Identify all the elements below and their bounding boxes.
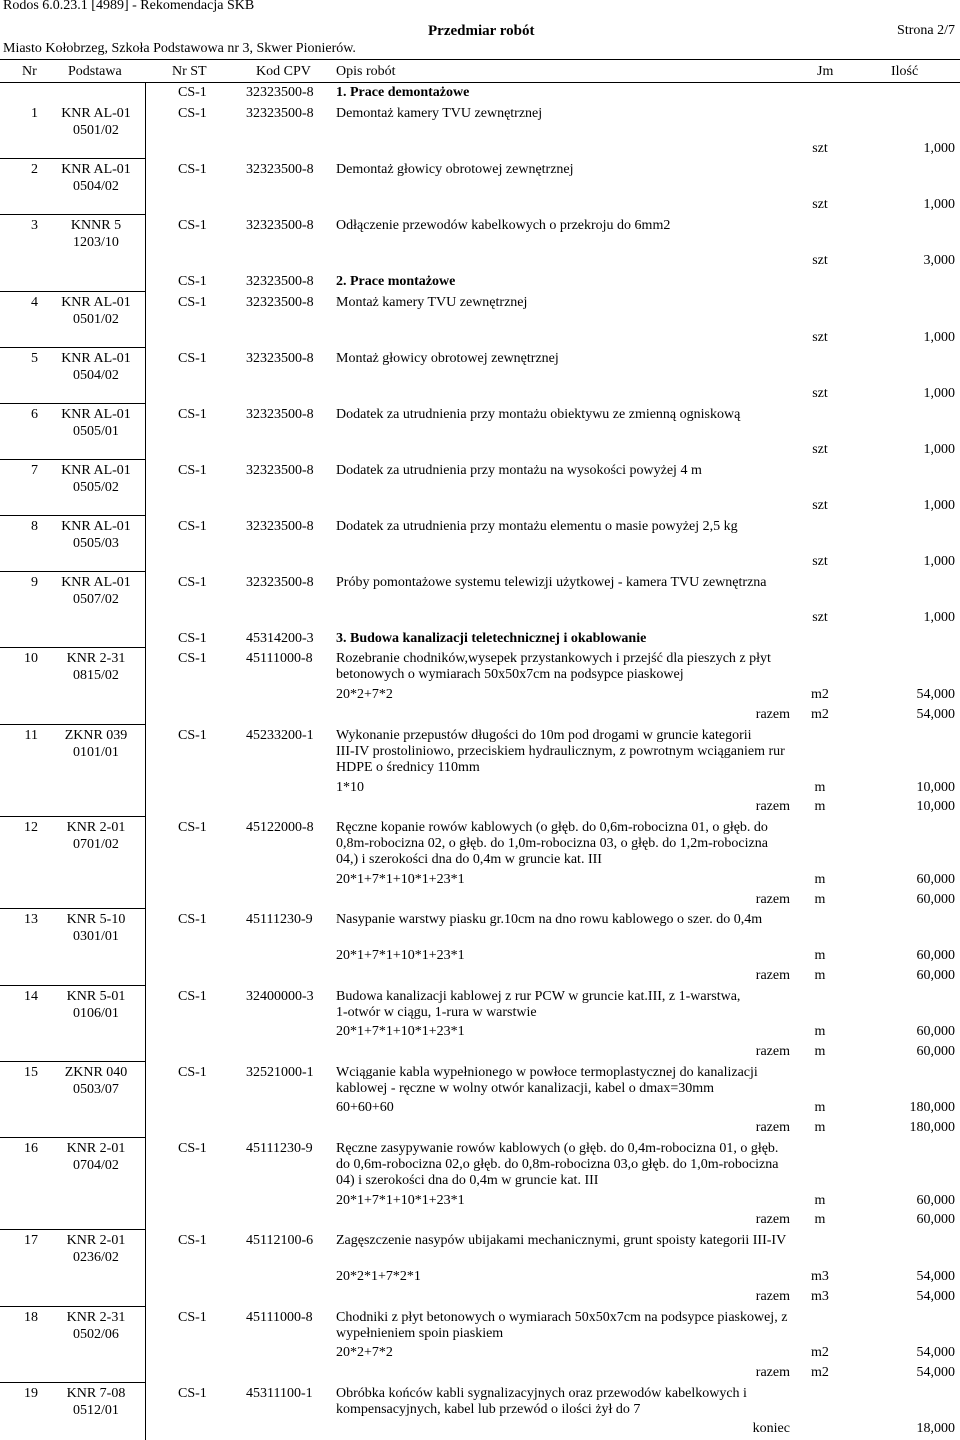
item-total-label: razem bbox=[755, 968, 790, 983]
item-quantity: 10,000 bbox=[916, 799, 955, 814]
item-description: Montaż kamery TVU zewnętrznej bbox=[336, 295, 528, 310]
item-description: III-IV prostoliniowo, przeciskiem hydraulicznym, z powrotnym wciąganiem rur bbox=[336, 744, 785, 759]
item-description: 20*1+7*1+10*1+23*1 bbox=[336, 1024, 465, 1039]
item-unit: szt bbox=[812, 554, 828, 569]
item-unit: m3 bbox=[811, 1269, 829, 1284]
item-description: Nasypanie warstwy piasku gr.10cm na dno rowu kablowego o szer. do 0,4m bbox=[336, 912, 763, 927]
item-quantity: 1,000 bbox=[923, 610, 955, 625]
item-description: do 0,6m-robocizna 02,o głęb. do 0,8m-robocizna 03,o głęb. do 1,0m-robocizna bbox=[336, 1157, 779, 1172]
item-st: CS-1 bbox=[178, 1141, 207, 1156]
item-unit: m2 bbox=[811, 1365, 829, 1380]
item-basis: KNR 5-01 bbox=[66, 989, 126, 1004]
item-description: Demontaż kamery TVU zewnętrznej bbox=[336, 106, 543, 121]
item-cpv: 32323500-8 bbox=[246, 106, 314, 121]
item-description: betonowych o wymiarach 50x50x7cm na podsypce piaskowej bbox=[336, 667, 684, 682]
item-quantity: 54,000 bbox=[916, 1289, 955, 1304]
item-st: CS-1 bbox=[178, 351, 207, 366]
item-unit: m bbox=[814, 1044, 826, 1059]
item-unit: szt bbox=[812, 386, 828, 401]
item-total-label: koniec bbox=[752, 1421, 790, 1436]
item-basis-code: 1203/10 bbox=[73, 235, 119, 250]
item-basis-code: 0504/02 bbox=[73, 368, 119, 383]
item-st: CS-1 bbox=[178, 728, 207, 743]
item-number: 11 bbox=[24, 728, 38, 743]
item-cpv: 45233200-1 bbox=[246, 728, 314, 743]
item-basis-code: 0815/02 bbox=[73, 668, 119, 683]
item-basis-code: 0101/01 bbox=[73, 745, 119, 760]
item-unit: m bbox=[814, 1024, 826, 1039]
item-basis-code: 0301/01 bbox=[73, 929, 119, 944]
item-cpv: 32323500-8 bbox=[246, 274, 314, 289]
program-name: Rodos 6.0.23.1 [4989] - Rekomendacja SKB bbox=[3, 0, 255, 13]
item-number: 6 bbox=[31, 407, 38, 422]
item-unit: m3 bbox=[811, 1289, 829, 1304]
item-number: 3 bbox=[31, 218, 38, 233]
item-description: 04) i szerokości dna do 0,4m w gruncie kat. III bbox=[336, 1173, 599, 1188]
item-description: Ręczne zasypywanie rowów kablowych (o głęb. do 0,4m-robocizna 01, o głęb. bbox=[336, 1141, 779, 1156]
item-unit: szt bbox=[812, 197, 828, 212]
item-description: 20*2+7*2 bbox=[336, 687, 393, 702]
item-separator bbox=[0, 724, 145, 725]
item-unit: m2 bbox=[811, 1345, 829, 1360]
item-description: 20*1+7*1+10*1+23*1 bbox=[336, 1193, 465, 1208]
item-separator bbox=[0, 214, 145, 215]
item-basis-code: 0512/01 bbox=[73, 1403, 119, 1418]
item-cpv: 45111230-9 bbox=[246, 912, 313, 927]
item-basis: KNR AL-01 bbox=[61, 463, 131, 478]
item-cpv: 32323500-8 bbox=[246, 519, 314, 534]
item-basis-code: 0236/02 bbox=[73, 1250, 119, 1265]
location: Miasto Kołobrzeg, Szkoła Podstawowa nr 3, Skwer Pionierów. bbox=[3, 41, 356, 56]
item-separator bbox=[0, 291, 145, 292]
item-description: wypełnieniem spoin piaskiem bbox=[336, 1326, 504, 1341]
item-st: CS-1 bbox=[178, 463, 207, 478]
item-description: 0,8m-robocizna 02, o głęb. do 1,0m-robocizna 03, o głęb. do 1,2m-robocizna bbox=[336, 836, 768, 851]
item-separator bbox=[0, 1306, 145, 1307]
item-separator bbox=[0, 985, 145, 986]
item-basis-code: 0701/02 bbox=[73, 837, 119, 852]
item-number: 7 bbox=[31, 463, 38, 478]
item-total-label: razem bbox=[755, 707, 790, 722]
item-number: 9 bbox=[31, 575, 38, 590]
item-st: CS-1 bbox=[178, 407, 207, 422]
item-description: Budowa kanalizacji kablowej z rur PCW w gruncie kat.III, z 1-warstwa, bbox=[336, 989, 741, 1004]
item-description: Dodatek za utrudnienia przy montażu na wysokości powyżej 4 m bbox=[336, 463, 702, 478]
item-cpv: 32323500-8 bbox=[246, 85, 314, 100]
col-nr: Nr bbox=[22, 64, 37, 79]
item-number: 2 bbox=[31, 162, 38, 177]
item-description: kablowej - ręczne w wolny otwór kanalizacji, kabel o dmax=30mm bbox=[336, 1081, 714, 1096]
item-quantity: 54,000 bbox=[916, 687, 955, 702]
item-cpv: 32323500-8 bbox=[246, 463, 314, 478]
item-cpv: 32400000-3 bbox=[246, 989, 314, 1004]
item-basis: KNR AL-01 bbox=[61, 351, 131, 366]
item-description: Chodniki z płyt betonowych o wymiarach 50x50x7cm na podsypce piaskowej, z bbox=[336, 1310, 788, 1325]
item-st: CS-1 bbox=[178, 651, 207, 666]
header-line-top bbox=[0, 59, 960, 60]
item-unit: m2 bbox=[811, 687, 829, 702]
item-unit: m2 bbox=[811, 707, 829, 722]
item-unit: szt bbox=[812, 330, 828, 345]
item-separator bbox=[0, 816, 145, 817]
item-total-label: razem bbox=[755, 1212, 790, 1227]
item-description: 1. Prace demontażowe bbox=[336, 85, 470, 100]
item-cpv: 45311100-1 bbox=[246, 1386, 313, 1401]
item-basis: KNR AL-01 bbox=[61, 106, 131, 121]
item-unit: m bbox=[814, 799, 826, 814]
item-description: Rozebranie chodników,wysepek przystankowych i przejść dla pieszych z płyt bbox=[336, 651, 771, 666]
item-description: 04,) i szerokości dna do 0,4m w gruncie kat. III bbox=[336, 852, 602, 867]
item-number: 10 bbox=[24, 651, 38, 666]
item-quantity: 1,000 bbox=[923, 442, 955, 457]
item-basis: KNR 2-31 bbox=[66, 651, 126, 666]
item-basis: KNR 2-01 bbox=[66, 820, 126, 835]
item-description: Wykonanie przepustów długości do 10m pod drogami w gruncie kategorii bbox=[336, 728, 752, 743]
item-basis: ZKNR 039 bbox=[64, 728, 128, 743]
item-description: 1*10 bbox=[336, 780, 364, 795]
item-quantity: 60,000 bbox=[916, 872, 955, 887]
item-number: 1 bbox=[31, 106, 38, 121]
item-separator bbox=[0, 908, 145, 909]
item-description: 2. Prace montażowe bbox=[336, 274, 456, 289]
item-description: 60+60+60 bbox=[336, 1100, 394, 1115]
item-unit: m bbox=[814, 1193, 826, 1208]
item-quantity: 60,000 bbox=[916, 1193, 955, 1208]
item-separator bbox=[0, 515, 145, 516]
item-basis-code: 0505/02 bbox=[73, 480, 119, 495]
item-number: 8 bbox=[31, 519, 38, 534]
item-quantity: 60,000 bbox=[916, 968, 955, 983]
item-unit: szt bbox=[812, 253, 828, 268]
item-basis-code: 0502/06 bbox=[73, 1327, 119, 1342]
item-description: 3. Budowa kanalizacji teletechnicznej i okablowanie bbox=[336, 631, 647, 646]
page-title: Przedmiar robót bbox=[428, 23, 535, 39]
item-st: CS-1 bbox=[178, 218, 207, 233]
item-unit: m bbox=[814, 1100, 826, 1115]
item-number: 5 bbox=[31, 351, 38, 366]
item-basis-code: 0505/03 bbox=[73, 536, 119, 551]
item-quantity: 60,000 bbox=[916, 1044, 955, 1059]
item-cpv: 32323500-8 bbox=[246, 218, 314, 233]
header-line-bottom bbox=[0, 82, 960, 83]
item-basis: KNR AL-01 bbox=[61, 407, 131, 422]
item-cpv: 32323500-8 bbox=[246, 295, 314, 310]
item-unit: szt bbox=[812, 498, 828, 513]
item-cpv: 45314200-3 bbox=[246, 631, 314, 646]
item-quantity: 180,000 bbox=[909, 1100, 955, 1115]
item-unit: m bbox=[814, 948, 826, 963]
item-quantity: 1,000 bbox=[923, 330, 955, 345]
item-quantity: 54,000 bbox=[916, 1345, 955, 1360]
item-number: 13 bbox=[24, 912, 38, 927]
item-st: CS-1 bbox=[178, 820, 207, 835]
item-st: CS-1 bbox=[178, 1386, 207, 1401]
item-basis-code: 0505/01 bbox=[73, 424, 119, 439]
item-description: Odłączenie przewodów kabelkowych o przekroju do 6mm2 bbox=[336, 218, 671, 233]
item-number: 4 bbox=[31, 295, 38, 310]
item-unit: m bbox=[814, 892, 826, 907]
item-st: CS-1 bbox=[178, 631, 207, 646]
item-basis-code: 0106/01 bbox=[73, 1006, 119, 1021]
item-number: 16 bbox=[24, 1141, 38, 1156]
item-separator bbox=[0, 347, 145, 348]
item-total-label: razem bbox=[755, 1365, 790, 1380]
item-quantity: 3,000 bbox=[923, 253, 955, 268]
item-unit: szt bbox=[812, 141, 828, 156]
item-description: Montaż głowicy obrotowej zewnętrznej bbox=[336, 351, 559, 366]
item-cpv: 32323500-8 bbox=[246, 407, 314, 422]
item-st: CS-1 bbox=[178, 295, 207, 310]
item-basis: KNR 7-08 bbox=[66, 1386, 126, 1401]
item-st: CS-1 bbox=[178, 162, 207, 177]
item-description: Demontaż głowicy obrotowej zewnętrznej bbox=[336, 162, 574, 177]
item-st: CS-1 bbox=[178, 1233, 207, 1248]
col-opis: Opis robót bbox=[336, 64, 396, 79]
item-total-label: razem bbox=[755, 892, 790, 907]
item-st: CS-1 bbox=[178, 989, 207, 1004]
item-description: HDPE o średnicy 110mm bbox=[336, 760, 480, 775]
item-basis-code: 0507/02 bbox=[73, 592, 119, 607]
item-st: CS-1 bbox=[178, 85, 207, 100]
item-number: 17 bbox=[24, 1233, 38, 1248]
item-quantity: 60,000 bbox=[916, 1024, 955, 1039]
item-basis: KNR 2-01 bbox=[66, 1141, 126, 1156]
item-basis-code: 0504/02 bbox=[73, 179, 119, 194]
item-st: CS-1 bbox=[178, 519, 207, 534]
item-basis-code: 0501/02 bbox=[73, 123, 119, 138]
item-number: 15 bbox=[24, 1065, 38, 1080]
item-separator bbox=[0, 1061, 145, 1062]
item-cpv: 32323500-8 bbox=[246, 575, 314, 590]
item-separator bbox=[0, 158, 145, 159]
item-cpv: 45111230-9 bbox=[246, 1141, 313, 1156]
item-description: Wciąganie kabla wypełnionego w powłoce termoplastycznej do kanalizacji bbox=[336, 1065, 758, 1080]
item-st: CS-1 bbox=[178, 106, 207, 121]
item-description: Obróbka końców kabli sygnalizacyjnych oraz przewodów kabelkowych i bbox=[336, 1386, 747, 1401]
item-cpv: 45111000-8 bbox=[246, 651, 313, 666]
item-quantity: 1,000 bbox=[923, 498, 955, 513]
item-number: 18 bbox=[24, 1310, 38, 1325]
item-description: Ręczne kopanie rowów kablowych (o głęb. do 0,6m-robocizna 01, o głęb. do bbox=[336, 820, 768, 835]
item-description: 20*2+7*2 bbox=[336, 1345, 393, 1360]
item-basis: ZKNR 040 bbox=[64, 1065, 128, 1080]
item-unit: m bbox=[814, 1212, 826, 1227]
item-unit: szt bbox=[812, 610, 828, 625]
item-cpv: 45122000-8 bbox=[246, 820, 314, 835]
item-description: Dodatek za utrudnienia przy montażu obiektywu ze zmienną ogniskową bbox=[336, 407, 741, 422]
item-st: CS-1 bbox=[178, 274, 207, 289]
item-st: CS-1 bbox=[178, 575, 207, 590]
item-description: kompensacyjnych, kabel lub przewód o ilości żył do 7 bbox=[336, 1402, 641, 1417]
item-quantity: 1,000 bbox=[923, 554, 955, 569]
item-quantity: 18,000 bbox=[916, 1421, 955, 1436]
col-ilosc: Ilość bbox=[891, 64, 919, 79]
item-basis-code: 0503/07 bbox=[73, 1082, 119, 1097]
col-jm: Jm bbox=[817, 64, 834, 79]
item-quantity: 1,000 bbox=[923, 197, 955, 212]
item-basis: KNR 2-31 bbox=[66, 1310, 126, 1325]
item-basis-code: 0501/02 bbox=[73, 312, 119, 327]
item-basis: KNR AL-01 bbox=[61, 575, 131, 590]
item-basis: KNR 5-10 bbox=[66, 912, 126, 927]
item-separator bbox=[0, 1137, 145, 1138]
item-unit: m bbox=[814, 872, 826, 887]
item-separator bbox=[0, 571, 145, 572]
item-description: 1-otwór w ciągu, 1-rura w warstwie bbox=[336, 1005, 537, 1020]
item-basis: KNR AL-01 bbox=[61, 519, 131, 534]
item-quantity: 54,000 bbox=[916, 1365, 955, 1380]
item-quantity: 180,000 bbox=[909, 1120, 955, 1135]
item-quantity: 1,000 bbox=[923, 141, 955, 156]
item-description: 20*2*1+7*2*1 bbox=[336, 1269, 421, 1284]
item-description: Zagęszczenie nasypów ubijakami mechanicznymi, grunt spoisty kategorii III-IV bbox=[336, 1233, 787, 1248]
col-cpv: Kod CPV bbox=[256, 64, 311, 79]
item-separator bbox=[0, 647, 145, 648]
item-separator bbox=[0, 1382, 145, 1383]
item-st: CS-1 bbox=[178, 1310, 207, 1325]
column-separator bbox=[145, 82, 146, 1440]
item-description: 20*1+7*1+10*1+23*1 bbox=[336, 872, 465, 887]
item-number: 14 bbox=[24, 989, 38, 1004]
item-basis: KNNR 5 bbox=[70, 218, 122, 233]
item-separator bbox=[0, 459, 145, 460]
item-unit: szt bbox=[812, 442, 828, 457]
item-unit: m bbox=[814, 1120, 826, 1135]
col-nrst: Nr ST bbox=[172, 64, 207, 79]
item-quantity: 60,000 bbox=[916, 1212, 955, 1227]
item-number: 19 bbox=[24, 1386, 38, 1401]
item-st: CS-1 bbox=[178, 1065, 207, 1080]
item-cpv: 45111000-8 bbox=[246, 1310, 313, 1325]
item-number: 12 bbox=[24, 820, 38, 835]
item-unit: m bbox=[814, 780, 826, 795]
item-st: CS-1 bbox=[178, 912, 207, 927]
item-basis: KNR AL-01 bbox=[61, 162, 131, 177]
page-number: Strona 2/7 bbox=[897, 23, 955, 38]
item-separator bbox=[0, 1229, 145, 1230]
item-cpv: 32323500-8 bbox=[246, 162, 314, 177]
item-quantity: 1,000 bbox=[923, 386, 955, 401]
item-quantity: 60,000 bbox=[916, 948, 955, 963]
item-basis-code: 0704/02 bbox=[73, 1158, 119, 1173]
item-total-label: razem bbox=[755, 1289, 790, 1304]
item-unit: m bbox=[814, 968, 826, 983]
item-basis: KNR 2-01 bbox=[66, 1233, 126, 1248]
item-description: Dodatek za utrudnienia przy montażu elementu o masie powyżej 2,5 kg bbox=[336, 519, 738, 534]
item-cpv: 32323500-8 bbox=[246, 351, 314, 366]
item-quantity: 60,000 bbox=[916, 892, 955, 907]
item-separator bbox=[0, 403, 145, 404]
item-total-label: razem bbox=[755, 799, 790, 814]
item-total-label: razem bbox=[755, 1044, 790, 1059]
item-total-label: razem bbox=[755, 1120, 790, 1135]
item-description: Próby pomontażowe systemu telewizji użytkowej - kamera TVU zewnętrzna bbox=[336, 575, 767, 590]
item-quantity: 10,000 bbox=[916, 780, 955, 795]
item-basis: KNR AL-01 bbox=[61, 295, 131, 310]
item-quantity: 54,000 bbox=[916, 1269, 955, 1284]
item-cpv: 45112100-6 bbox=[246, 1233, 314, 1248]
item-description: 20*1+7*1+10*1+23*1 bbox=[336, 948, 465, 963]
item-quantity: 54,000 bbox=[916, 707, 955, 722]
item-cpv: 32521000-1 bbox=[246, 1065, 314, 1080]
col-podstawa: Podstawa bbox=[68, 64, 122, 79]
